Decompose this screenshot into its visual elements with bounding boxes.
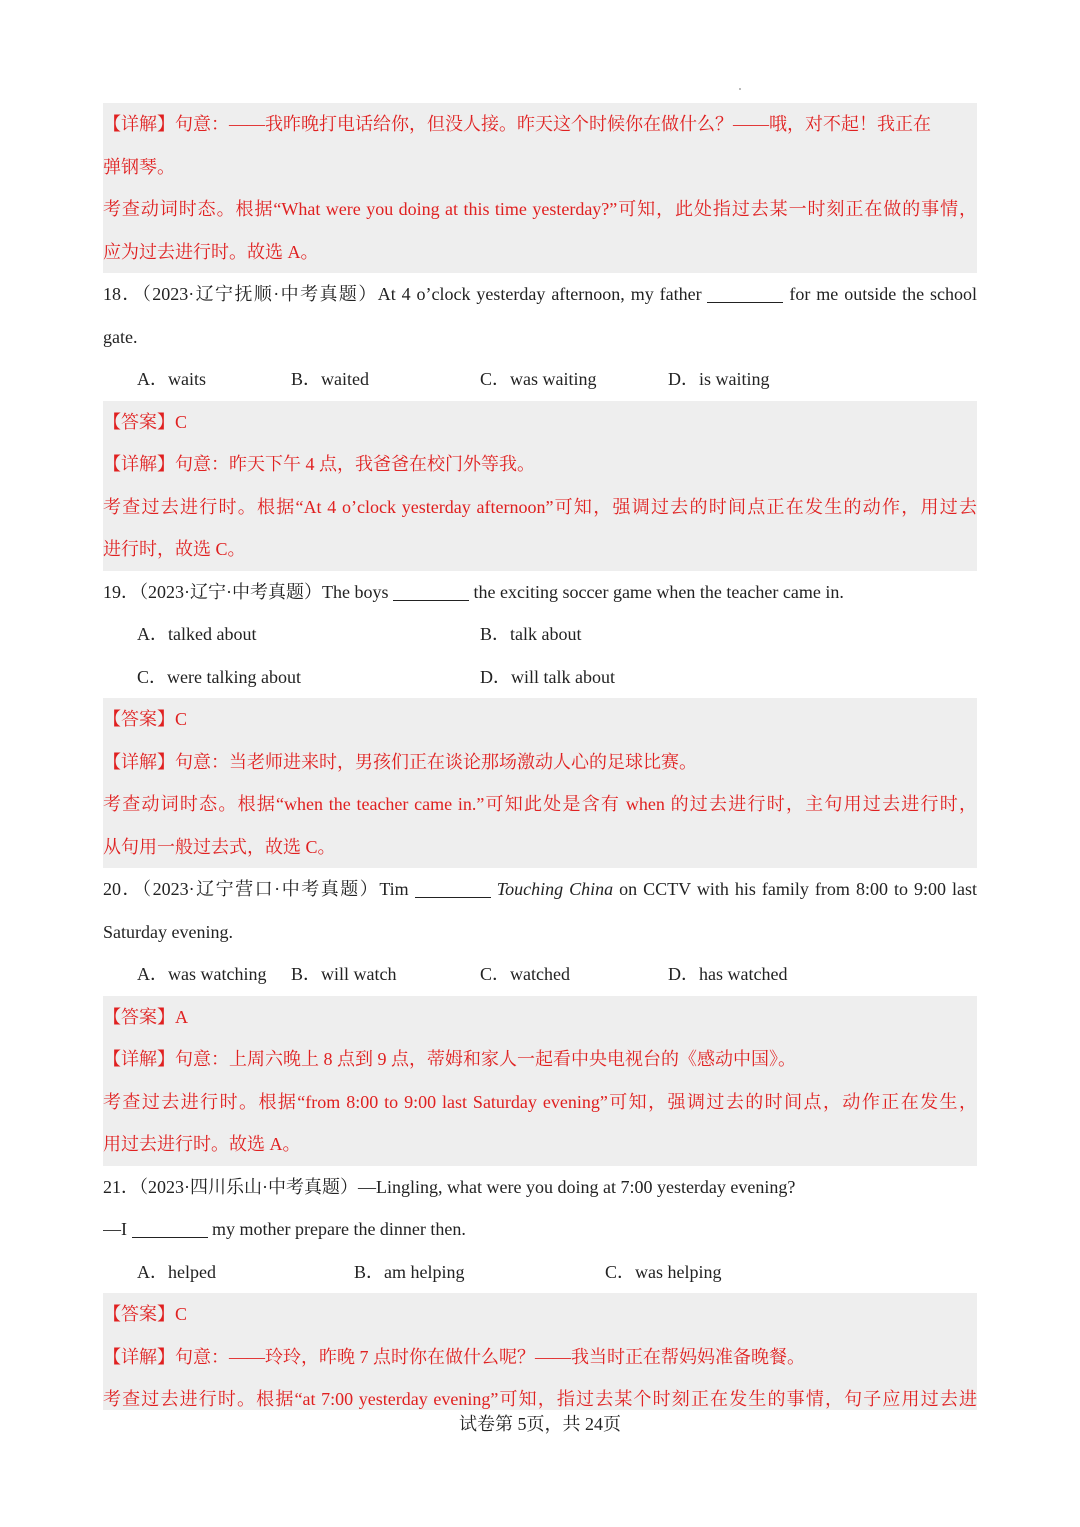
q19-detail [103, 741, 977, 784]
stem-text: on CCTV with his family from 8:00 to 9:00 last [613, 879, 977, 899]
q19-answer [103, 698, 977, 741]
q18-analysis: 考查过去进行时。根据“At 4 o’clock yesterday afternoon”可知，强调过去的时间点正在发生的动作，用过去 [103, 496, 977, 517]
option-b: B．talk about [480, 624, 582, 644]
q21-options [103, 1251, 977, 1294]
option-a: A．helped [137, 1261, 216, 1282]
q21-analysis: 考查过去进行时。根据“at 7:00 yesterday evening”可知，指过去某个时刻正在发生的事情，句子应用过去进 [103, 1389, 977, 1409]
detail-text: 句意：昨天下午 4 点，我爸爸在校门外等我。 [175, 454, 535, 474]
q18-options [103, 358, 977, 401]
option-a: A．waits [137, 369, 206, 389]
answer-value: C [175, 709, 188, 729]
q17-detail [103, 103, 977, 146]
stem-text: —Lingling, what were you doing at 7:00 yesterday evening? [358, 1176, 796, 1197]
q20-stem [103, 868, 977, 911]
answer-blank [415, 878, 491, 898]
option-c: C．was helping [605, 1261, 722, 1282]
q20-stem-cont: Saturday evening. [103, 921, 233, 942]
question-source: （2023·四川乐山·中考真题） [139, 1176, 358, 1197]
answer-value: A [175, 1006, 188, 1027]
q19-explanation-block [103, 698, 977, 868]
option-a: A．was watching [137, 964, 267, 984]
q20-analysis-cont: 用过去进行时。故选 A。 [103, 1134, 301, 1154]
question-number: 19． [103, 581, 139, 602]
option-c: C．was waiting [480, 369, 597, 389]
answer-blank [393, 581, 469, 601]
option-d: D．will talk about [480, 666, 615, 687]
option-c: C．were talking about [137, 666, 301, 687]
q21-answer [103, 1293, 977, 1336]
answer-blank [707, 283, 783, 303]
q17-analysis: 考查动词时态。根据“What were you doing at this time yesterday?”可知，此处指过去某一时刻正在做的事情， [103, 199, 977, 219]
option-b: B．waited [291, 369, 369, 389]
q19-options-row2 [103, 656, 977, 699]
q18-stem [103, 273, 977, 316]
detail-label: 【详解】 [103, 114, 175, 134]
q20-options [103, 953, 977, 996]
q20-analysis: 考查过去进行时。根据“from 8:00 to 9:00 last Saturday evening”可知，强调过去的时间点，动作正在发生， [103, 1091, 977, 1112]
stem-text: At 4 o’clock yesterday afternoon, my father [377, 284, 708, 304]
q18-detail [103, 443, 977, 486]
answer-label: 【答案】 [103, 1304, 175, 1324]
stem-text: The boys [322, 581, 393, 602]
q21-explanation-block [103, 1293, 977, 1410]
q18-explanation-block [103, 401, 977, 571]
answer-label: 【答案】 [103, 1006, 175, 1027]
q17-explanation-block [103, 103, 977, 273]
stem-text: Tim [379, 879, 415, 899]
stem-text: my mother prepare the dinner then. [207, 1219, 466, 1239]
q19-analysis-cont: 从句用一般过去式，故选 C。 [103, 836, 336, 857]
stem-text: for me outside the school [783, 284, 977, 304]
detail-label: 【详解】 [103, 751, 175, 772]
detail-text: 句意：当老师进来时，男孩们正在谈论那场激动人心的足球比赛。 [175, 751, 697, 772]
stem-text: the exciting soccer game when the teacher came in. [469, 581, 844, 602]
q18-answer [103, 401, 977, 444]
q17-analysis-cont: 应为过去进行时。故选 A。 [103, 241, 319, 262]
exam-page [103, 103, 977, 1410]
q19-analysis: 考查动词时态。根据“when the teacher came in.”可知此处是含有 when 的过去进行时，主句用过去进行时， [103, 794, 977, 814]
q18-stem-cont: gate. [103, 326, 138, 347]
detail-label: 【详解】 [103, 454, 175, 474]
q21-detail [103, 1336, 977, 1379]
q19-options-row1 [103, 613, 977, 656]
question-source: （2023·辽宁·中考真题） [139, 581, 322, 602]
detail-text: 句意：上周六晚上 8 点到 9 点，蒂姆和家人一起看中央电视台的《感动中国》。 [175, 1049, 796, 1069]
answer-label: 【答案】 [103, 709, 175, 729]
question-source: （2023·辽宁营口·中考真题） [142, 879, 380, 899]
q20-answer [103, 996, 977, 1039]
option-d: D．is waiting [668, 369, 770, 389]
option-c: C．watched [480, 964, 570, 984]
question-source: （2023·辽宁抚顺·中考真题） [141, 284, 378, 304]
detail-label: 【详解】 [103, 1049, 175, 1069]
detail-label: 【详解】 [103, 1346, 175, 1367]
question-number: 18． [103, 284, 142, 304]
option-b: B．am helping [354, 1261, 465, 1282]
q21-stem-cont [103, 1208, 977, 1251]
question-number: 20． [103, 879, 143, 899]
q19-stem [103, 571, 977, 614]
q18-analysis-cont: 进行时，故选 C。 [103, 539, 246, 559]
q17-detail-cont: 弹钢琴。 [103, 156, 175, 177]
program-title: Touching China [496, 879, 614, 899]
answer-blank [132, 1218, 208, 1238]
scan-speck [739, 88, 741, 90]
page-footer: 试卷第 5页，共 24页 [459, 1414, 621, 1434]
option-d: D．has watched [668, 964, 788, 984]
detail-text: 句意：——玲玲，昨晚 7 点时你在做什么呢？——我当时正在帮妈妈准备晚餐。 [175, 1346, 805, 1367]
q21-stem [103, 1166, 977, 1209]
answer-label: 【答案】 [103, 411, 175, 432]
answer-value: C [175, 1304, 188, 1324]
detail-text: 句意：——我昨晚打电话给你，但没人接。昨天这个时候你在做什么？——哦，对不起！我正在 [175, 114, 931, 134]
q20-explanation-block [103, 996, 977, 1166]
question-number: 21． [103, 1176, 139, 1197]
option-b: B．will watch [291, 964, 397, 984]
stem-text: —I [103, 1219, 132, 1239]
option-a: A．talked about [137, 624, 257, 644]
q20-detail [103, 1038, 977, 1081]
answer-value: C [175, 411, 188, 432]
